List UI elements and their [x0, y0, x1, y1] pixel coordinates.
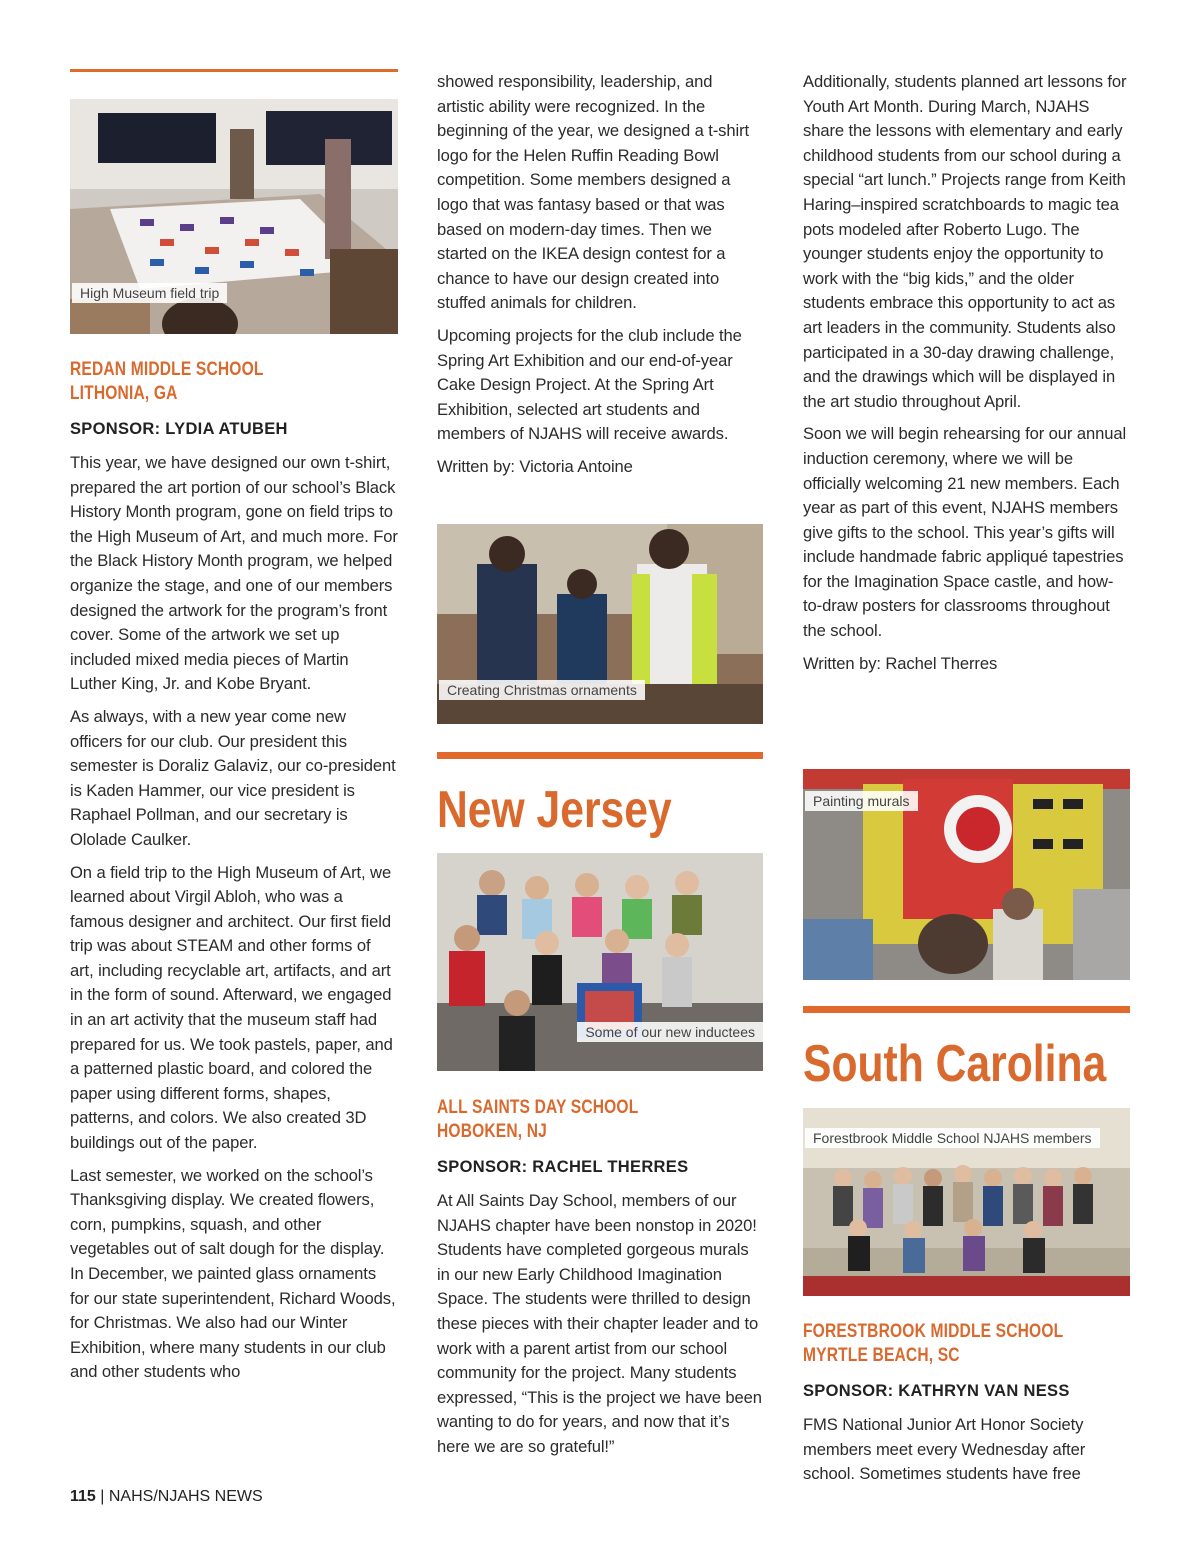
article-paragraph: showed responsibility, leadership, and artistic ability were recognized. In the beginning of the year, we designed a t-shirt logo for the Helen Ruffin Reading Bowl competition. Some members designed a logo that was fantasy based or that was based on modern-day times. Then we started on the IKEA design contest for a chance to have our design created into stuffed animals for children. [437, 72, 750, 313]
article-paragraph: FMS National Junior Art Honor Society members meet every Wednesday after school. Sometimes students have free [803, 1415, 1086, 1484]
photo-high-museum [70, 99, 398, 334]
school-name: REDAN MIDDLE SCHOOL [70, 359, 264, 380]
photo-caption: Painting murals [805, 791, 918, 811]
article-paragraph: Soon we will begin rehearsing for our annual induction ceremony, where we will be officially welcoming 21 new members. Each year as part of this event, NJAHS members give gifts to the school. This year’s gifts will include handmade fabric appliqué tapestries for the Imagination Space castle, and how-to-draw posters for classrooms throughout the school. [803, 424, 1127, 641]
school-name: ALL SAINTS DAY SCHOOL [437, 1097, 639, 1118]
photo-painting-murals [803, 769, 1130, 980]
publication-name: NAHS/NJAHS NEWS [108, 1488, 263, 1505]
school-location: MYRTLE BEACH, SC [803, 1345, 960, 1366]
photo-christmas-ornaments [437, 524, 763, 724]
state-heading: New Jersey [437, 781, 672, 839]
photo-caption: Some of our new inductees [577, 1022, 763, 1042]
byline: Written by: Victoria Antoine [437, 456, 633, 476]
state-heading: South Carolina [803, 1035, 1107, 1093]
photo-caption: Creating Christmas ornaments [439, 680, 645, 700]
sponsor-line: SPONSOR: LYDIA ATUBEH [70, 420, 288, 438]
article-paragraph: Additionally, students planned art lessons for Youth Art Month. During March, NJAHS share the lessons with elementary and early childhood students from our school during a special “art lunch.” Projects range from Keith Haring–inspired scratchboards to magic tea pots modeled after Roberto Lugo. The younger students enjoy the opportunity to work with the “big kids,” and the older students embrace this opportunity to act as art leaders in the community. Students also participated in a 30-day drawing challenge, and the drawings which will be displayed in the art studio throughout April. [803, 72, 1127, 411]
article-paragraph: At All Saints Day School, members of our NJAHS chapter have been nonstop in 2020! Students have completed gorgeous murals in our new Early Childhood Imagination Space. The students were thrilled to design these pieces with their chapter leader and to work with a parent artist from our school community for the project. Many students expressed, “This is the project we have been wanting to do for years, and now that it’s here we are so grateful!” [437, 1191, 762, 1456]
photo-caption: Forestbrook Middle School NJAHS members [805, 1128, 1100, 1148]
school-location: LITHONIA, GA [70, 383, 178, 404]
school-name: FORESTBROOK MIDDLE SCHOOL [803, 1321, 1064, 1342]
section-rule [437, 752, 763, 759]
article-paragraph: Upcoming projects for the club include the Spring Art Exhibition and our end-of-year Cake Design Project. At the Spring Art Exhibition, selected art students and members of NJAHS will receive awards. [437, 325, 742, 444]
page-number: 115 [70, 1488, 96, 1505]
sponsor-line: SPONSOR: KATHRYN VAN NESS [803, 1382, 1070, 1400]
footer-separator: | [100, 1488, 105, 1505]
byline: Written by: Rachel Therres [803, 653, 998, 673]
section-rule [803, 1006, 1130, 1013]
photo-new-inductees [437, 853, 763, 1071]
article-paragraph: As always, with a new year come new officers for our club. Our president this semester is Doraliz Galaviz, our co-president is Kaden Hammer, our vice president is Raphael Pollman, and our secretary is Ololade Caulker. [70, 706, 396, 849]
photo-caption: High Museum field trip [72, 283, 227, 303]
article-paragraph: On a field trip to the High Museum of Art, we learned about Virgil Abloh, who was a famous designer and architect. Our first field trip was about STEAM and other forms of art, including recyclable art, artifacts, and art in the form of sound. Afterward, we engaged in an art activity that the museum staff had prepared for us. We took pastels, paper, and a patterned plastic board, and colored the paper using different forms, shapes, patterns, and colors. We also created 3D buildings out of the paper. [70, 862, 393, 1153]
page-footer [70, 1488, 263, 1506]
section-rule [70, 69, 398, 72]
article-paragraph: This year, we have designed our own t-shirt, prepared the art portion of our school’s Black History Month program, gone on field trips to the High Museum of Art, and much more. For the Black History Month program, we helped organize the stage, and one of our members designed the artwork for the program’s front cover. Some of the artwork we set up included mixed media pieces of Martin Luther King, Jr. and Kobe Bryant. [70, 453, 398, 694]
article-paragraph: Last semester, we worked on the school’s Thanksgiving display. We created flowers, corn, pumpkins, squash, and other vegetables out of salt dough for the display. In December, we painted glass ornaments for our state superintendent, Richard Woods, for Christmas. We also had our Winter Exhibition, where many students in our club and other students who [70, 1165, 396, 1382]
photo-forestbrook-members [803, 1108, 1130, 1296]
school-location: HOBOKEN, NJ [437, 1121, 548, 1142]
sponsor-line: SPONSOR: RACHEL THERRES [437, 1158, 689, 1176]
